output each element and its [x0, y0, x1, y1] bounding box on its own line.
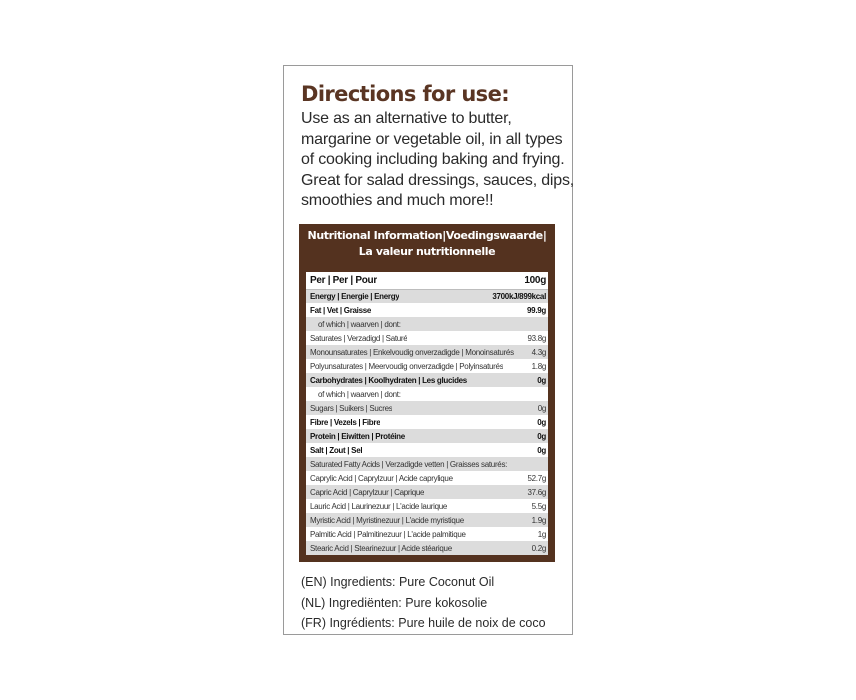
table-row-lauric-acid [306, 499, 548, 513]
row-value: 1.9g [531, 515, 546, 525]
row-value: 0g [537, 375, 546, 385]
table-row-protein [306, 429, 548, 443]
row-label: Per | Per | Pour [310, 275, 377, 286]
ingredients-fr: (FR) Ingrédients: Pure huile de noix de coco [301, 616, 546, 630]
row-value: 0g [537, 445, 546, 455]
table-row-energy [306, 289, 548, 303]
directions-line: Use as an alternative to butter, [301, 110, 512, 127]
product-label-card [283, 65, 573, 635]
table-row-fibre [306, 415, 548, 429]
table-row-of-which [306, 317, 548, 331]
table-row-per [306, 272, 548, 289]
row-value: 1.8g [531, 361, 546, 371]
row-label: Caprylic Acid | Caprylzuur | Acide caprylique [310, 473, 453, 483]
row-label: Salt | Zout | Sel [310, 445, 363, 455]
row-label: of which | waarven | dont: [318, 319, 401, 329]
row-value: 93.8g [527, 333, 546, 343]
row-value: 3700kJ/899kcal [492, 292, 546, 301]
directions-title: Directions for use: [301, 82, 510, 106]
table-row-monounsaturates [306, 345, 548, 359]
row-label: of which | waarven | dont: [318, 389, 401, 399]
row-label: Monounsaturates | Enkelvoudig onverzadigde | Monoinsaturés [310, 347, 514, 357]
row-label: Palmitic Acid | Palmitinezuur | L'acide palmitique [310, 529, 466, 539]
row-label: Energy | Energie | Energy [310, 292, 400, 301]
row-value: 99.9g [527, 305, 546, 315]
ingredients-en: (EN) Ingredients: Pure Coconut Oil [301, 575, 495, 589]
table-row-of-which [306, 387, 548, 401]
directions-line: smoothies and much more!! [301, 192, 494, 209]
row-label: Fibre | Vezels | Fibre [310, 417, 381, 427]
table-row-fat [306, 303, 548, 317]
directions-text [301, 109, 575, 212]
nutrition-header-line: Nutritional Information|Voedingswaarde| [307, 229, 547, 242]
table-row-stearic-acid [306, 541, 548, 555]
directions-line: of cooking including baking and frying. [301, 151, 565, 168]
row-value: 5.5g [531, 501, 546, 511]
table-row-sugars [306, 401, 548, 415]
row-label: Polyunsaturates | Meervoudig onverzadigde | Polyinsaturés [310, 361, 504, 371]
nutrition-panel [299, 224, 555, 562]
row-value: 0g [537, 417, 546, 427]
nutrition-header [299, 228, 555, 260]
table-row-saturates [306, 331, 548, 345]
table-row-capric-acid [306, 485, 548, 499]
table-row-saturated-fatty-acids [306, 457, 548, 471]
row-label: Myristic Acid | Myristinezuur | L'acide myristique [310, 515, 464, 525]
table-row-carbohydrates [306, 373, 548, 387]
row-label: Capric Acid | Caprylzuur | Caprique [310, 487, 425, 497]
table-row-polyunsaturates [306, 359, 548, 373]
row-value: 37.6g [527, 487, 546, 497]
table-row-salt [306, 443, 548, 457]
table-row-palmitic-acid [306, 527, 548, 541]
row-label: Protein | Eiwitten | Protéine [310, 431, 405, 441]
row-value: 100g [524, 275, 546, 286]
row-value: 52.7g [527, 473, 546, 483]
directions-line: margarine or vegetable oil, in all types [301, 130, 563, 148]
row-value: 0.2g [531, 543, 546, 553]
ingredients-nl: (NL) Ingrediënten: Pure kokosolie [301, 595, 488, 610]
row-label: Fat | Vet | Graisse [310, 305, 372, 315]
row-value: 4.3g [531, 347, 546, 357]
row-label: Saturated Fatty Acids | Verzadigde vetten | Graisses saturés: [310, 459, 508, 469]
row-label: Lauric Acid | Laurinezuur | L'acide laurique [310, 501, 448, 511]
nutrition-header-line: La valeur nutritionnelle [358, 245, 496, 258]
directions-line: Great for salad dressings, sauces, dips, [301, 171, 575, 189]
row-value: 0g [537, 403, 546, 413]
row-label: Sugars | Suikers | Sucres [310, 403, 393, 413]
row-value: 1g [537, 529, 546, 539]
nutrition-table [306, 272, 548, 555]
row-value: 0g [537, 431, 546, 441]
table-row-caprylic-acid [306, 471, 548, 485]
table-row-myristic-acid [306, 513, 548, 527]
ingredients-section [301, 572, 546, 634]
row-label: Stearic Acid | Stearinezuur | Acide stéarique [310, 543, 452, 553]
row-label: Saturates | Verzadigd | Saturé [310, 333, 408, 343]
row-label: Carbohydrates | Koolhydraten | Les glucides [310, 375, 467, 385]
